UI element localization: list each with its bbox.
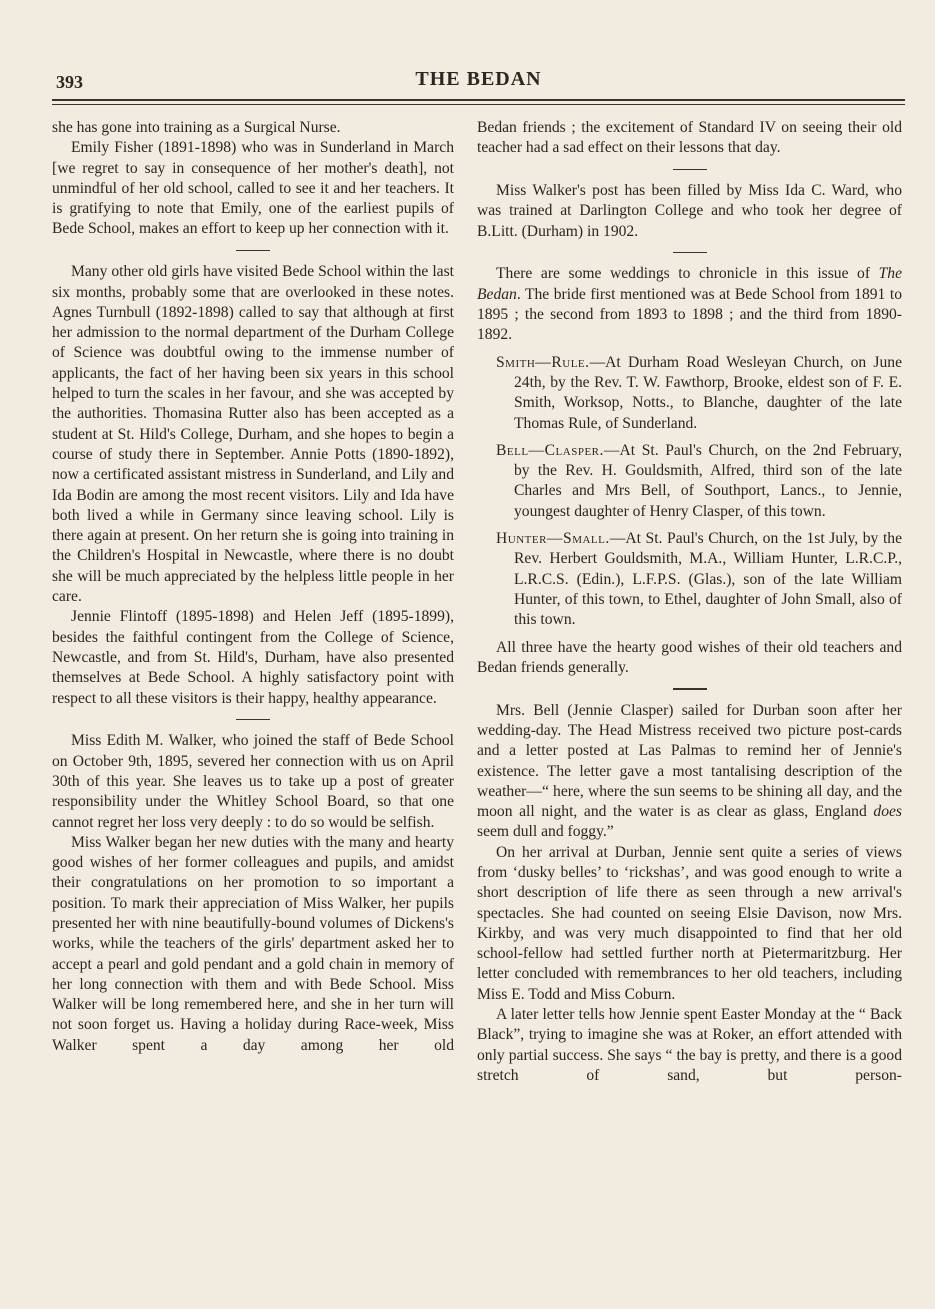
wedding-names: Bell—Clasper. <box>496 441 604 459</box>
left-column <box>52 118 454 1056</box>
page-number: 393 <box>56 72 83 92</box>
paragraph: Many other old girls have visited Bede School within the last six months, probably some that are overlooked in these notes. Agnes Turnbull (1892-1898) called to say that although at first her admission to the normal department of the Durham College of Science was doubtful owing to the immense number of applicants, the fact of her having been six years in this school helped to turn the scales in her favour, and she was accepted by the authorities. Thomasina Rutter also has been accepted as a student at St. Hild's College, Durham, and she hopes to begin a course of study there in September. Annie Potts (1890-1892), now a certificated assistant mistress in Sunderland, and Lily and Ida Bodin are among the most recent visitors. Lily and Ida have both lived a while in Germany since leaving school. Lily is there again at present. On her return she is going into training in the Children's Hospital in Newcastle, where there is no doubt she will be much appreciated by the helpless little people in her care. <box>52 263 454 606</box>
section-divider <box>236 250 270 252</box>
section-divider <box>673 688 707 690</box>
emphasis: does <box>873 803 902 821</box>
paragraph: she has gone into training as a Surgical Nurse. <box>52 119 341 136</box>
paragraph: A later letter tells how Jennie spent Easter Monday at the “ Back Black”, trying to imagine she was at Roker, an effort attended with only partial success. She says “ the bay is pretty, and there is a good stretch of sand, but person- <box>477 1006 902 1084</box>
wedding-notice <box>477 529 902 630</box>
wedding-names: Smith—Rule. <box>496 353 590 371</box>
section-divider <box>673 169 707 171</box>
wedding-notice <box>477 353 902 434</box>
wedding-notice <box>477 441 902 522</box>
text-run: Mrs. Bell (Jennie Clasper) sailed for Durban soon after her wedding-day. The Head Mistress received two picture post-cards and a letter posted at Las Palmas to remind her of Jennie's existence. The letter gave a most tantalising description of the weather—“ here, where the sun seems to be shining all day, and the moon all night, and the water is as clear as glass, England <box>477 701 902 821</box>
paragraph <box>477 264 902 345</box>
text-run: . The bride first mentioned was at Bede School from 1891 to 1895 ; the second from 1893 to 1898 ; and the third from 1890-1892. <box>477 285 902 344</box>
paragraph: Emily Fisher (1891-1898) who was in Sunderland in March [we regret to say in consequence of her mother's death], not unmindful of her old school, called to see it and her teachers. It is gratifying to note that Emily, one of the earliest pupils of Bede School, makes an effort to keep up her connection with it. <box>52 139 454 238</box>
header-rule-thin <box>52 104 905 105</box>
section-divider <box>673 252 707 254</box>
paragraph <box>477 701 902 843</box>
text-run: seem dull and foggy.” <box>477 823 614 841</box>
header-rule-thick <box>52 99 905 101</box>
text-run: There are some weddings to chronicle in this issue of <box>496 265 879 283</box>
journal-title: THE BEDAN <box>415 68 542 90</box>
journal-name: The Bedan <box>477 265 902 303</box>
paragraph: Jennie Flintoff (1895-1898) and Helen Jeff (1895-1899), besides the faithful contingent from the College of Science, Newcastle, and from St. Hild's, Durham, have also presented themselves at Bede School. A highly satisfactory point with respect to all these visitors is their happy, healthy appearance. <box>52 608 454 707</box>
paragraph: Bedan friends ; the excitement of Standard IV on seeing their old teacher had a sad effect on their lessons that day. <box>477 119 902 157</box>
wedding-details: —At Durham Road Wesleyan Church, on June 24th, by the Rev. T. W. Fawthorp, Brooke, eldest son of F. E. Smith, Worksop, Notts., to Blanche, daughter of the late Thomas Rule, of Sunderland. <box>514 353 902 432</box>
paragraph: Miss Walker's post has been filled by Miss Ida C. Ward, who was trained at Darlington College and who took her degree of B.Litt. (Durham) in 1902. <box>477 182 902 240</box>
paragraph: Miss Edith M. Walker, who joined the staff of Bede School on October 9th, 1895, severed her connection with us on April 30th of this year. She leaves us to take up a post of greater responsibility under the Whitley School Board, so that one cannot regret her loss very deeply : to do so would be selfish. <box>52 732 454 831</box>
section-divider <box>236 719 270 721</box>
paragraph: Miss Walker began her new duties with the many and hearty good wishes of her former colleagues and pupils, and amidst their congratulations on her promotion to so important a position. To mark their appreciation of Miss Walker, her pupils presented her with nine beautifully-bound volumes of Dickens's works, while the teachers of the girls' department asked her to accept a pearl and gold pendant and a gold chain in memory of her long connection with them and with Bede School. Miss Walker will be long remembered here, and she in her turn will not soon forget us. Having a holiday during Race-week, Miss Walker spent a day among her old <box>52 833 454 1054</box>
wedding-details: —At St. Paul's Church, on the 2nd February, by the Rev. H. Gouldsmith, Alfred, third son of the late Charles and Mrs Bell, of Southport, Lancs., to Jennie, youngest daughter of Henry Clasper, of this town. <box>514 441 902 520</box>
wedding-names: Hunter—Small. <box>496 530 610 548</box>
running-header <box>52 66 905 96</box>
paragraph: On her arrival at Durban, Jennie sent quite a series of views from ‘dusky belles’ to ‘rickshas’, and was good enough to write a short description of life there as seen through a new arrival's spectacles. She had counted on seeing Elsie Davison, now Mrs. Kirkby, and was very much disappointed to find that her old school-fellow had settled further north at Pietermaritzburg. Her letter concluded with remembrances to her old teachers, including Miss E. Todd and Miss Coburn. <box>477 843 902 1003</box>
wedding-details: —At St. Paul's Church, on the 1st July, by the Rev. Herbert Gouldsmith, M.A., William Hunter, L.R.C.P., L.R.C.S. (Edin.), L.F.P.S. (Glas.), son of the late William Hunter, of this town, to Ethel, daughter of John Small, also of this town. <box>514 530 902 629</box>
right-column <box>477 118 902 1086</box>
paragraph: All three have the hearty good wishes of their old teachers and Bedan friends generally. <box>477 638 902 676</box>
